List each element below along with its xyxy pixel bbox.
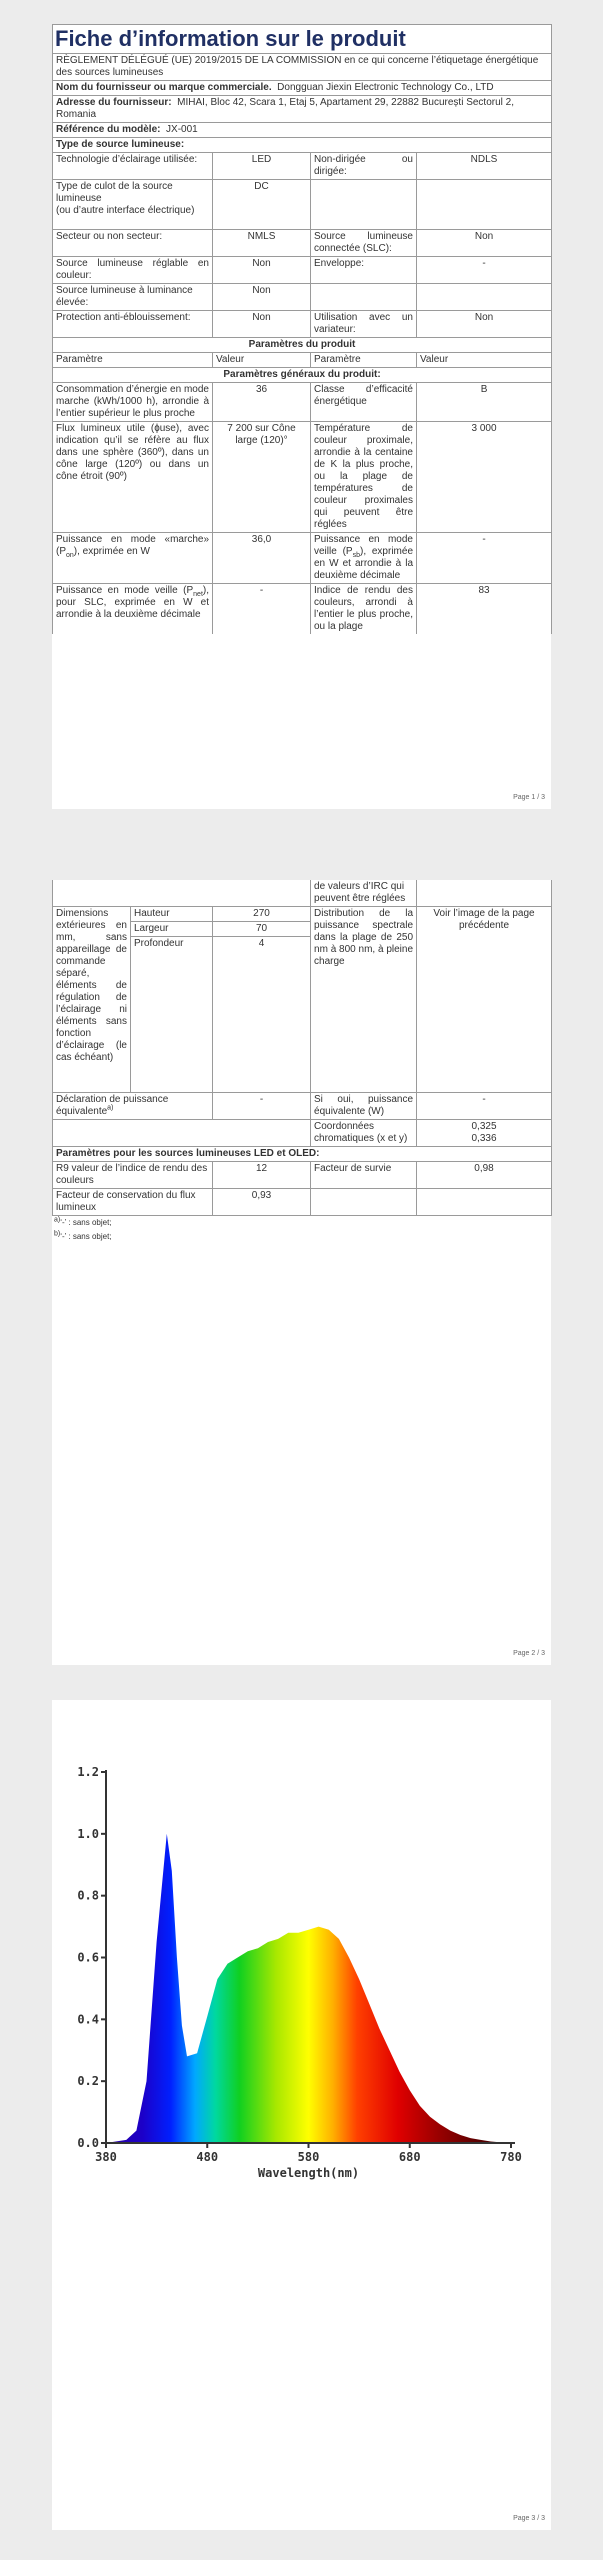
x-tick-label: 480 bbox=[196, 2150, 219, 2164]
energy-value: 36 bbox=[213, 383, 311, 422]
survival-label: Facteur de survie bbox=[311, 1162, 417, 1189]
maint-label: Facteur de conservation du flux lumineux bbox=[53, 1189, 213, 1216]
x-tick-label: 580 bbox=[297, 2150, 320, 2164]
tech-label: Technologie d’éclairage utilisée: bbox=[53, 153, 213, 180]
product-info-table bbox=[52, 24, 552, 634]
x-tick-label: 780 bbox=[500, 2150, 522, 2164]
empty-cell bbox=[417, 180, 552, 230]
footnote-b-text: ‘-’ : sans objet; bbox=[60, 1232, 112, 1241]
connected-label: Source lumineuse connectée (SLC): bbox=[311, 230, 417, 257]
page-number: Page 1 / 3 bbox=[513, 794, 545, 801]
standby-sub: sb bbox=[352, 552, 360, 559]
cct-value: 3 000 bbox=[417, 422, 552, 533]
dimmable-value: Non bbox=[417, 311, 552, 338]
y-tick-label: 0.6 bbox=[77, 1950, 99, 1965]
antiglare-value: Non bbox=[213, 311, 311, 338]
dimmable-label: Utilisation avec un variateur: bbox=[311, 311, 417, 338]
chroma-values bbox=[417, 1120, 552, 1147]
model-label: Référence du modèle: bbox=[56, 124, 161, 135]
y-ticks bbox=[77, 1765, 106, 2150]
y-tick-label: 1.2 bbox=[77, 1765, 99, 1779]
standby-label bbox=[311, 533, 417, 584]
spd-value: Voir l’image de la page précédente bbox=[417, 907, 552, 1093]
maint-value: 0,93 bbox=[213, 1189, 311, 1216]
class-label: Classe d’efficacité énergétique bbox=[311, 383, 417, 422]
onpower-label bbox=[53, 533, 213, 584]
netstandby-sub: net bbox=[193, 591, 203, 598]
width-label: Largeur bbox=[131, 922, 213, 937]
page-title: Fiche d’information sur le produit bbox=[53, 25, 552, 54]
source-type-label: Type de source lumineuse: bbox=[53, 138, 552, 153]
y-tick-label: 1.0 bbox=[77, 1826, 99, 1841]
connected-value: Non bbox=[417, 230, 552, 257]
footnote-a bbox=[52, 1216, 551, 1230]
onpower-label-a: Puissance en mode «marche» (P bbox=[56, 534, 209, 557]
tunable-label: Source lumineuse réglable en couleur: bbox=[53, 257, 213, 284]
empty-cell bbox=[417, 1189, 552, 1216]
depth-value: 4 bbox=[213, 937, 311, 1093]
col-value: Valeur bbox=[417, 353, 552, 368]
nondir-value: NDLS bbox=[417, 153, 552, 180]
page-2 bbox=[52, 880, 551, 1665]
envelope-value: - bbox=[417, 257, 552, 284]
empty-cell bbox=[417, 880, 552, 907]
model-row bbox=[53, 123, 552, 138]
footnote-b-sup: b) bbox=[54, 1230, 61, 1238]
standby-label-a: Puissance en mode veille (P bbox=[314, 534, 413, 557]
chroma-x: 0,325 bbox=[471, 1121, 497, 1132]
supplier-row bbox=[53, 81, 552, 96]
empty-cell bbox=[311, 1189, 417, 1216]
product-params-header: Paramètres du produit bbox=[53, 338, 552, 353]
flux-label: Flux lumineux utile (ɸuse), avec indication qu’il se réfère au flux dans une sphère (360º), dans un cône large (120º) ou dans un cône étroit (90º) bbox=[53, 422, 213, 533]
depth-label: Profondeur bbox=[131, 937, 213, 1093]
empty-cell bbox=[417, 284, 552, 311]
footnote-b bbox=[52, 1230, 551, 1244]
general-params-header: Paramètres généraux du produit: bbox=[53, 368, 552, 383]
supplier-label: Nom du fournisseur ou marque commerciale. bbox=[56, 82, 272, 93]
y-tick-label: 0.8 bbox=[77, 1888, 99, 1903]
envelope-label: Enveloppe: bbox=[311, 257, 417, 284]
y-tick-label: 0.4 bbox=[77, 2012, 99, 2027]
netstandby-label-a: Puissance en mode veille (P bbox=[56, 585, 194, 596]
regulation-text: RÈGLEMENT DÉLÉGUÉ (UE) 2019/2015 DE LA COMMISSION en ce qui concerne l’étiquetage énergétique des sources lumineuses bbox=[53, 54, 552, 81]
model-value: JX-001 bbox=[166, 124, 198, 135]
spectral-distribution-chart bbox=[52, 1700, 551, 2220]
cap-value: DC bbox=[213, 180, 311, 230]
tech-value: LED bbox=[213, 153, 311, 180]
height-value: 270 bbox=[213, 907, 311, 922]
cri-value: 83 bbox=[417, 584, 552, 635]
width-value: 70 bbox=[213, 922, 311, 937]
antiglare-label: Protection anti-éblouissement: bbox=[53, 311, 213, 338]
product-info-table-continued bbox=[52, 880, 552, 1216]
cri-continued: de valeurs d’IRC qui peuvent être réglées bbox=[311, 880, 417, 907]
empty-cell bbox=[311, 284, 417, 311]
empty-cell bbox=[311, 180, 417, 230]
onpower-value: 36,0 bbox=[213, 533, 311, 584]
spd-label: Distribution de la puissance spectrale dans la plage de 250 nm à 800 nm, à pleine charge bbox=[311, 907, 417, 1093]
class-value: B bbox=[417, 383, 552, 422]
r9-label: R9 valeur de l’indice de rendu des couleurs bbox=[53, 1162, 213, 1189]
nondir-label: Non-dirigée ou dirigée: bbox=[311, 153, 417, 180]
equiv-label-text: Déclaration de puissance équivalente bbox=[56, 1094, 169, 1117]
equiv-sup: a) bbox=[107, 1104, 114, 1112]
footnote-a-sup: a) bbox=[54, 1216, 61, 1224]
mains-value: NMLS bbox=[213, 230, 311, 257]
col-param: Paramètre bbox=[53, 353, 213, 368]
footnote-a-text: ‘-’ : sans objet; bbox=[60, 1218, 112, 1227]
ifyes-label: Si oui, puissance équivalente (W) bbox=[311, 1093, 417, 1120]
mains-label: Secteur ou non secteur: bbox=[53, 230, 213, 257]
netstandby-label-b: ), pour SLC, exprimée en W et arrondie à la deuxième décimale bbox=[56, 585, 209, 620]
x-ticks bbox=[95, 2143, 522, 2164]
cct-label: Température de couleur proximale, arrondie à la centaine de K la plus proche, ou la plage de températures de couleur proximales qui peuvent être réglées bbox=[311, 422, 417, 533]
cap-label: Type de culot de la source lumineuse (ou d’autre interface électrique) bbox=[53, 180, 213, 230]
cri-label: Indice de rendu des couleurs, arrondi à l’entier le plus proche, ou la plage bbox=[311, 584, 417, 635]
equiv-value: - bbox=[213, 1093, 311, 1120]
chroma-y: 0,336 bbox=[471, 1133, 497, 1144]
chroma-label: Coordonnées chromatiques (x et y) bbox=[311, 1120, 417, 1147]
address-label: Adresse du fournisseur: bbox=[56, 97, 172, 108]
standby-value: - bbox=[417, 533, 552, 584]
survival-value: 0,98 bbox=[417, 1162, 552, 1189]
page-number: Page 2 / 3 bbox=[513, 1650, 545, 1657]
x-axis-label: Wavelength(nm) bbox=[257, 2166, 360, 2180]
x-tick-label: 680 bbox=[398, 2150, 421, 2164]
page-number: Page 3 / 3 bbox=[513, 2515, 545, 2522]
address-row bbox=[53, 96, 552, 123]
flux-value: 7 200 sur Cône large (120)° bbox=[213, 422, 311, 533]
page-3 bbox=[52, 1700, 551, 2530]
highlum-label: Source lumineuse à luminance élevée: bbox=[53, 284, 213, 311]
height-label: Hauteur bbox=[131, 907, 213, 922]
x-tick-label: 380 bbox=[95, 2150, 117, 2164]
address-value: MIHAI, Bloc 42, Scara 1, Etaj 5, Apartament 29, 22882 București Sectorul 2, Romania bbox=[56, 97, 515, 120]
col-value: Valeur bbox=[213, 353, 311, 368]
onpower-sub: on bbox=[66, 552, 74, 559]
page-1 bbox=[52, 24, 551, 809]
led-params-header: Paramètres pour les sources lumineuses LED et OLED: bbox=[53, 1147, 552, 1162]
spectrum-area bbox=[106, 1834, 511, 2143]
highlum-value: Non bbox=[213, 284, 311, 311]
ifyes-value: - bbox=[417, 1093, 552, 1120]
energy-label: Consommation d’énergie en mode marche (kWh/1000 h), arrondie à l’entier supérieur le plus proche bbox=[53, 383, 213, 422]
col-param: Paramètre bbox=[311, 353, 417, 368]
r9-value: 12 bbox=[213, 1162, 311, 1189]
equiv-label bbox=[53, 1093, 213, 1120]
y-tick-label: 0.2 bbox=[77, 2074, 99, 2089]
onpower-label-b: ), exprimée en W bbox=[73, 546, 150, 557]
y-tick-label: 0.0 bbox=[77, 2136, 99, 2150]
dims-label: Dimensions extérieures en mm, sans appareillage de commande séparé, éléments de régulation de l’éclairage ni éléments sans fonction d’éclairage (le cas échéant) bbox=[53, 907, 131, 1093]
supplier-value: Dongguan Jiexin Electronic Technology Co., LTD bbox=[277, 82, 494, 93]
tunable-value: Non bbox=[213, 257, 311, 284]
netstandby-label bbox=[53, 584, 213, 635]
empty-cell bbox=[53, 1120, 311, 1147]
empty-cell bbox=[53, 880, 311, 907]
netstandby-value: - bbox=[213, 584, 311, 635]
standby-label-b: ), exprimée en W et arrondie à la deuxième décimale bbox=[314, 546, 413, 581]
